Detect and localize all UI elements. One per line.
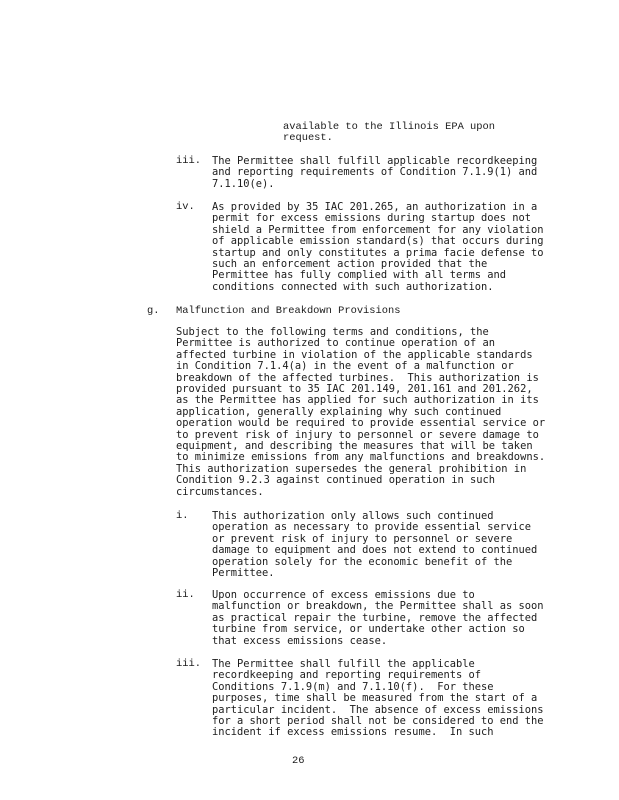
item-text-bottom-i: This authorization only allows such continued operation as necessary to provide essential service or prevent risk of injury to personnel or severe damage to equipment and does not extend to continued operation solely for the economic benefit of the Permittee. bbox=[212, 510, 538, 580]
item-text-top-iv: As provided by 35 IAC 201.265, an authorization in a permit for excess emissions during startup does not shield a Permittee from enforcement for any violation of applicable emission standard(s) that occurs during startup and only constitutes a prima facie defense to such an enforcement action provided that the Permittee has fully complied with all terms and conditions connected with such authorization. bbox=[212, 201, 544, 293]
page-number: 26 bbox=[292, 755, 305, 767]
section-heading: Malfunction and Breakdown Provisions bbox=[176, 305, 401, 317]
continuation-line-1: available to the Illinois EPA upon bbox=[283, 121, 496, 133]
section-paragraph: Subject to the following terms and conditions, the Permittee is authorized to continue operation of an affected turbine in violation of the applicable standards in Condition 7.1.4(a) in the event of a malfunction or breakdown of the affected turbines. This authorization is provided pursuant to 35 IAC 201.149, 201.161 and 201.262, as the Permittee has applied for such authorization in its application, generally explaining why such continued operation would be required to provide essential service or to prevent risk of injury to personnel or severe damage to equipment, and describing the measures that will be taken to minimize emissions from any malfunctions and breakdowns. This authorization supersedes the general prohibition in Condition 9.2.3 against continued operation in such circumstances. bbox=[176, 326, 546, 498]
item-text-top-iii: The Permittee shall fulfill applicable recordkeeping and reporting requirements of Condition 7.1.9(1) and 7.1.10(e). bbox=[212, 155, 538, 190]
item-number-bottom-i: i. bbox=[176, 510, 189, 522]
item-number-bottom-ii: ii. bbox=[176, 589, 195, 601]
item-number-top-iii: iii. bbox=[176, 155, 201, 167]
item-number-bottom-iii: iii. bbox=[176, 658, 201, 670]
item-number-top-iv: iv. bbox=[176, 201, 195, 213]
item-text-bottom-ii: Upon occurrence of excess emissions due to malfunction or breakdown, the Permittee shall as soon as practical repair the turbine, remove the affected turbine from service, or undertake other action so that excess emissions cease. bbox=[212, 589, 544, 647]
section-letter: g. bbox=[147, 305, 160, 317]
continuation-line-2: request. bbox=[283, 132, 333, 144]
item-text-bottom-iii: The Permittee shall fulfill the applicable recordkeeping and reporting requirements of Conditions 7.1.9(m) and 7.1.10(f). For these purposes, time shall be measured from the start of a particular incident. The absence of excess emissions for a short period shall not be considered to end the incident if excess emissions resume. In such bbox=[212, 658, 544, 739]
